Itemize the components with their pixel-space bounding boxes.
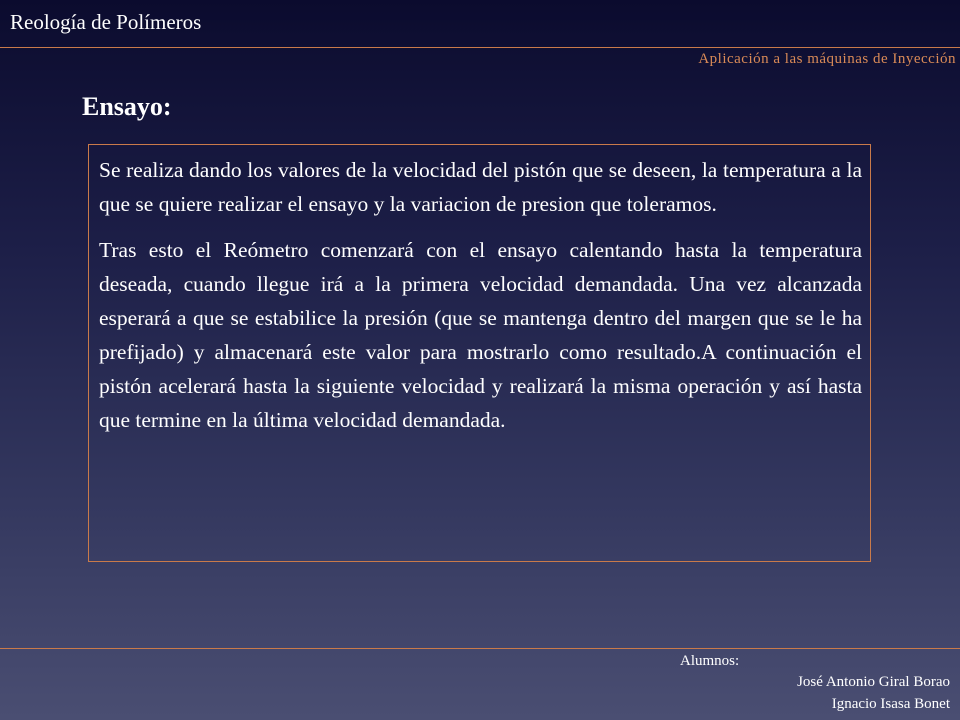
author-name: Ignacio Isasa Bonet: [831, 696, 950, 712]
section-heading: Ensayo:: [82, 92, 172, 121]
slide-subtitle: Aplicación a las máquinas de Inyección: [698, 51, 956, 67]
course-title: Reología de Polímeros: [10, 10, 202, 34]
content-box: [88, 144, 871, 562]
paragraph-2: Tras esto el Reómetro comenzará con el ensayo calentando hasta la temperatura deseada, cuando llegue irá a la primera velocidad demandada. Una vez alcanzada esperará a que se estabilice la presión (que se mantenga dentro del margen que se le ha prefijado) y almacenará este valor para mostrarlo como resultado.A continuación el pistón acelerará hasta la siguiente velocidad y realizará la misma operación y así hasta que termine en la última velocidad demandada.: [99, 238, 862, 432]
header-divider: [0, 47, 960, 48]
paragraph-1: Se realiza dando los valores de la velocidad del pistón que se deseen, la temperatura a la que se quiere realizar el ensayo y la variacion de presion que toleramos.: [99, 158, 862, 216]
authors-label: Alumnos:: [680, 653, 740, 669]
footer-divider: [0, 648, 960, 649]
author-name: José Antonio Giral Borao: [797, 674, 950, 690]
